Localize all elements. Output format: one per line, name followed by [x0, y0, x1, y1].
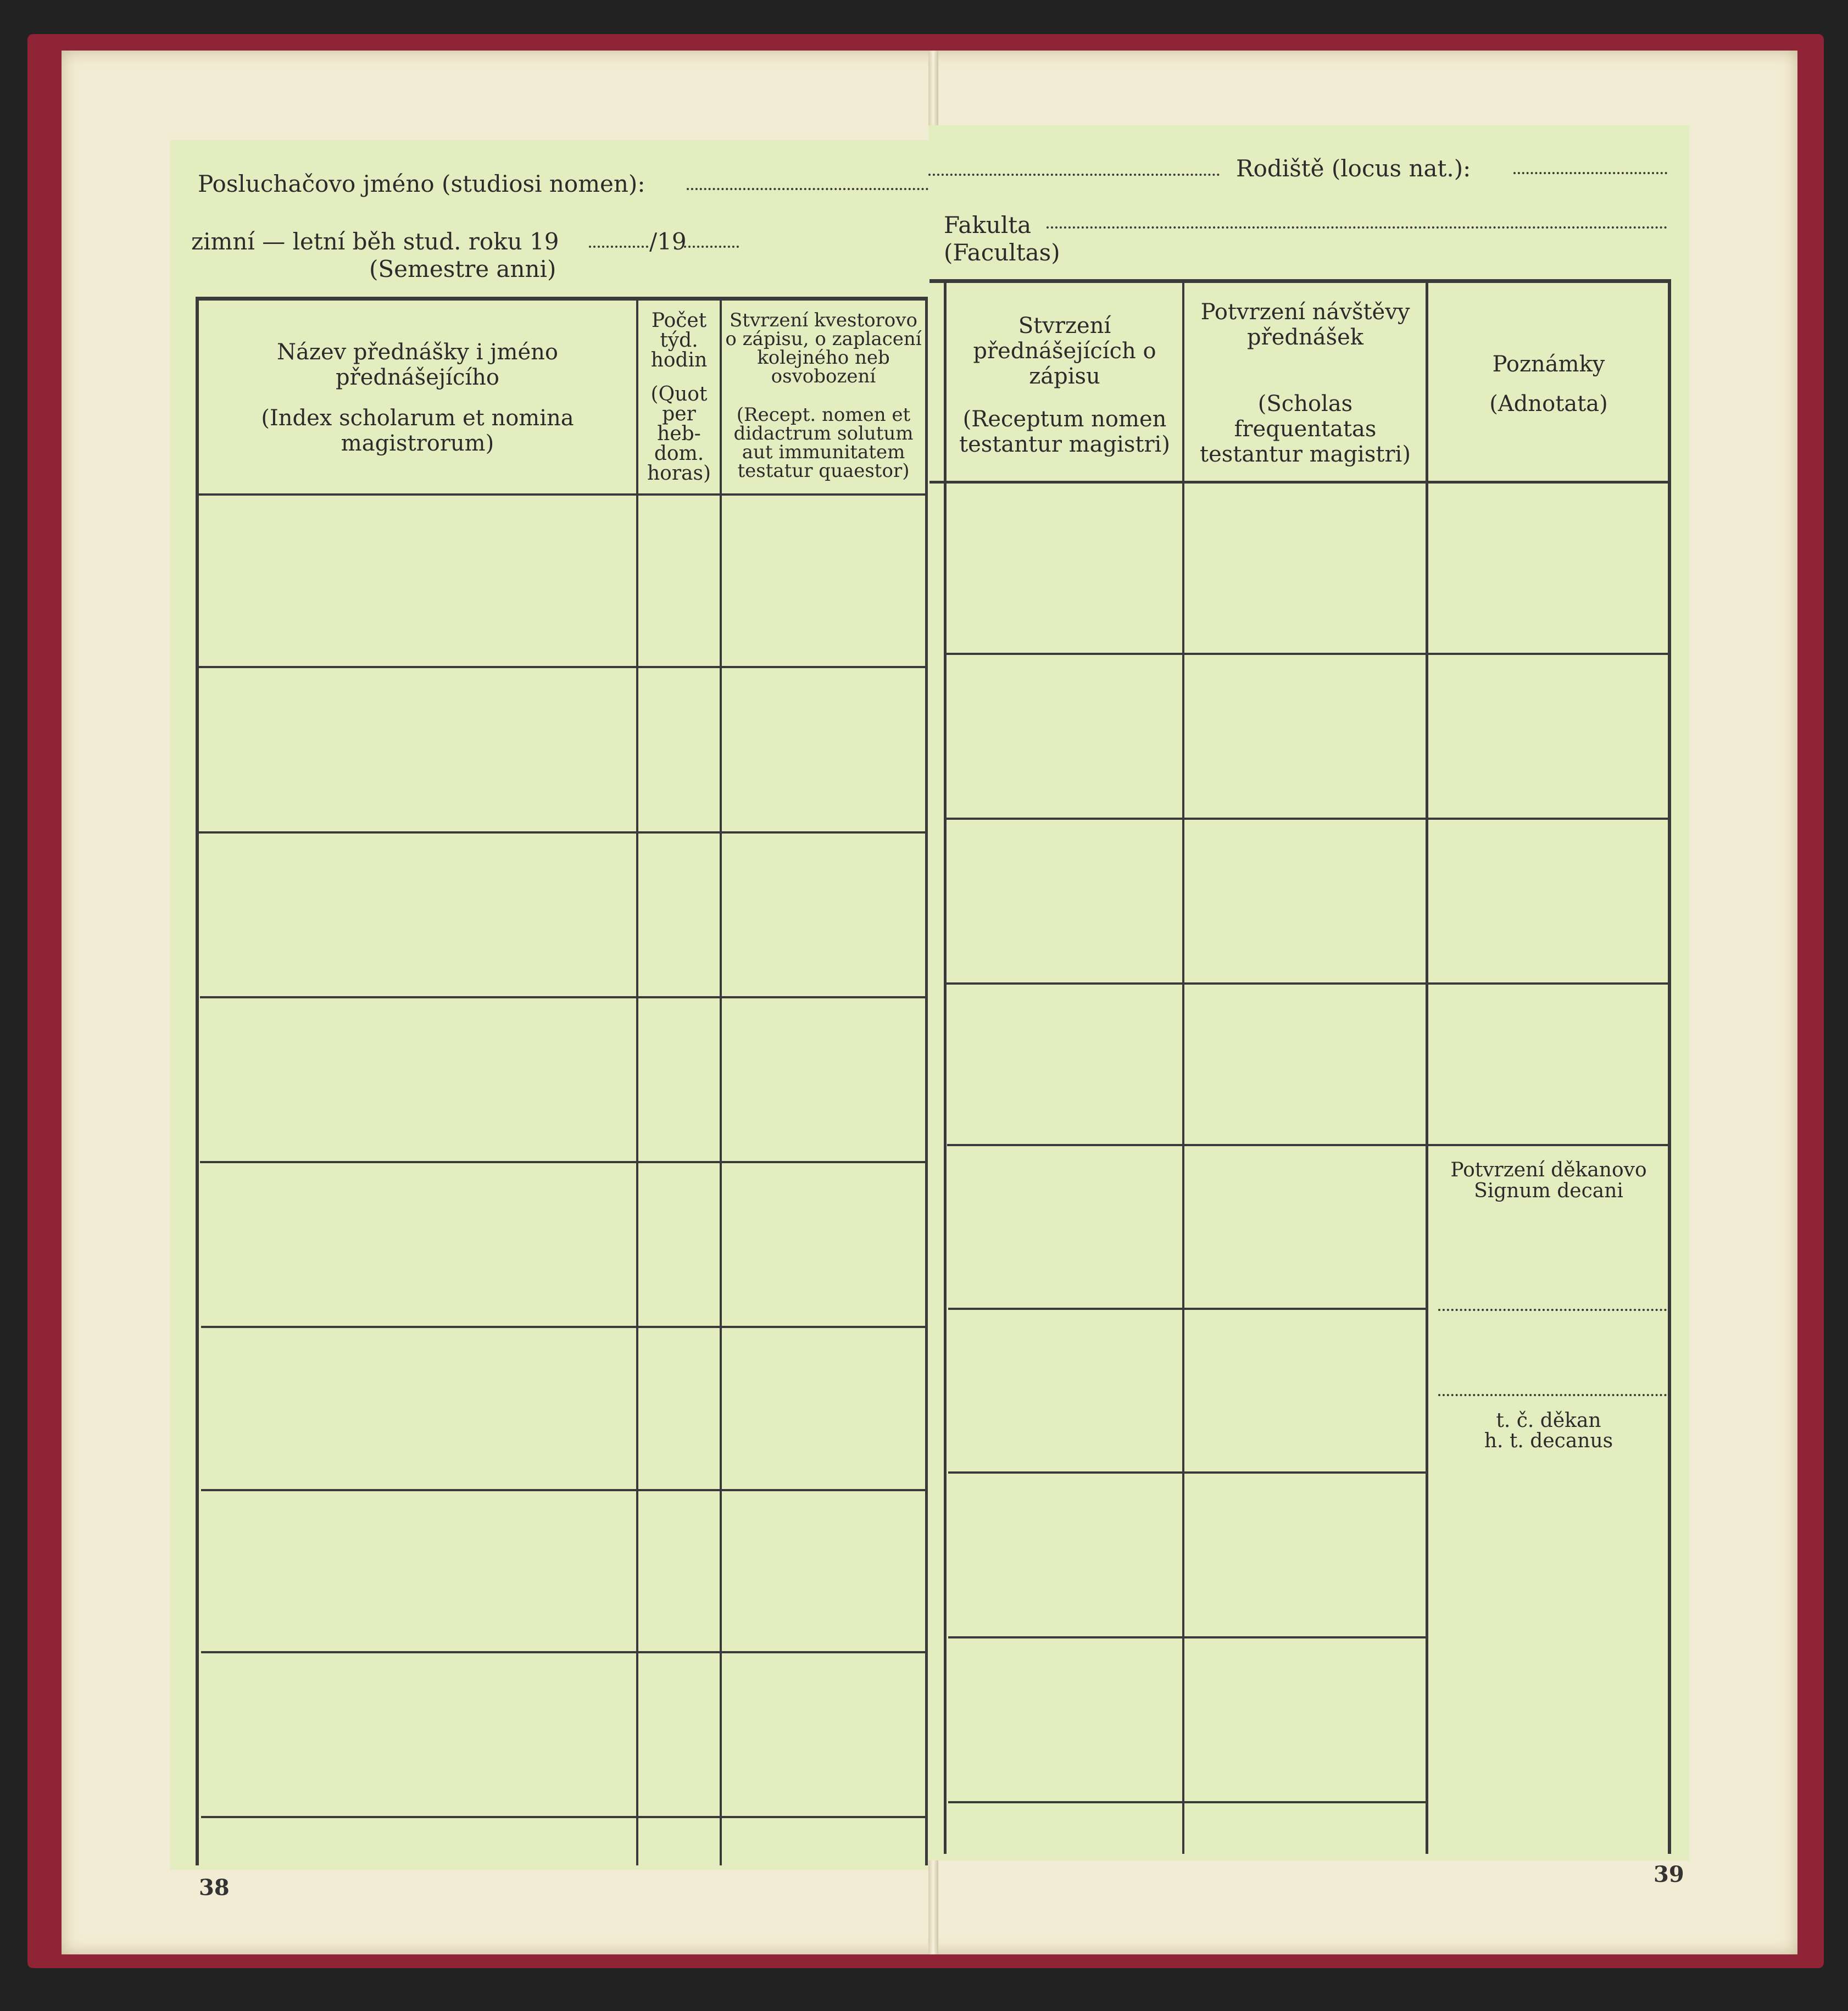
- semester-year-end-field[interactable]: [684, 246, 739, 248]
- left-page-number: 38: [199, 1875, 230, 1901]
- right-page-number: 39: [1654, 1862, 1684, 1887]
- left-col1-header: Název přednášky i jméno přednášejícího: [277, 340, 558, 390]
- dean-latin: Signum decani: [1474, 1180, 1623, 1202]
- left-form-background: [170, 140, 928, 1870]
- dean-signature-line[interactable]: [1438, 1309, 1667, 1311]
- left-col3-header: Stvrzení kvestorovo o zápisu, o zaplacení kolejného neb osvobození: [725, 309, 922, 387]
- right-col3-latin: (Adnotata): [1489, 391, 1608, 416]
- dean-title: Potvrzení děkanovo: [1450, 1159, 1647, 1181]
- faculty-latin-label: (Facultas): [944, 239, 1060, 266]
- birthplace-label: Rodiště (locus nat.):: [1236, 155, 1471, 182]
- left-col1-latin: (Index scholarum et nomina magistrorum): [261, 405, 574, 456]
- right-col2-latin: (Scholas frequentatas testantur magistri): [1200, 391, 1411, 467]
- right-col2-header: Potvrzení návštěvy přednášek: [1200, 299, 1410, 350]
- birthplace-field[interactable]: [1513, 172, 1667, 174]
- faculty-label: Fakulta: [944, 212, 1032, 238]
- student-name-field-continued[interactable]: [928, 174, 1220, 176]
- right-col1-latin: (Receptum nomen testantur magistri): [959, 407, 1170, 457]
- dean-name-line[interactable]: [1438, 1394, 1667, 1396]
- left-col2-header: Počet týd. hodin: [650, 309, 708, 371]
- faculty-field[interactable]: [1047, 226, 1667, 229]
- dean-sign-cz: t. č. děkan: [1496, 1409, 1601, 1432]
- semester-year-start-field[interactable]: [589, 246, 648, 248]
- semester-label: zimní — letní běh stud. roku 19: [191, 228, 559, 255]
- left-col3-latin: (Recept. nomen et didactrum solutum aut immunitatem testatur quaestor): [733, 404, 914, 482]
- left-col2-latin: (Quot per heb-dom. horas): [647, 383, 711, 485]
- dean-sign-latin: h. t. decanus: [1484, 1430, 1613, 1452]
- right-col3-header: Poznámky: [1492, 352, 1605, 377]
- right-col1-header: Stvrzení přednášejících o zápisu: [973, 313, 1156, 389]
- semester-latin-label: (Semestre anni): [369, 255, 556, 282]
- student-name-label: Posluchačovo jméno (studiosi nomen):: [198, 170, 645, 197]
- semester-separator: /19: [649, 228, 687, 255]
- student-name-field[interactable]: [687, 188, 928, 190]
